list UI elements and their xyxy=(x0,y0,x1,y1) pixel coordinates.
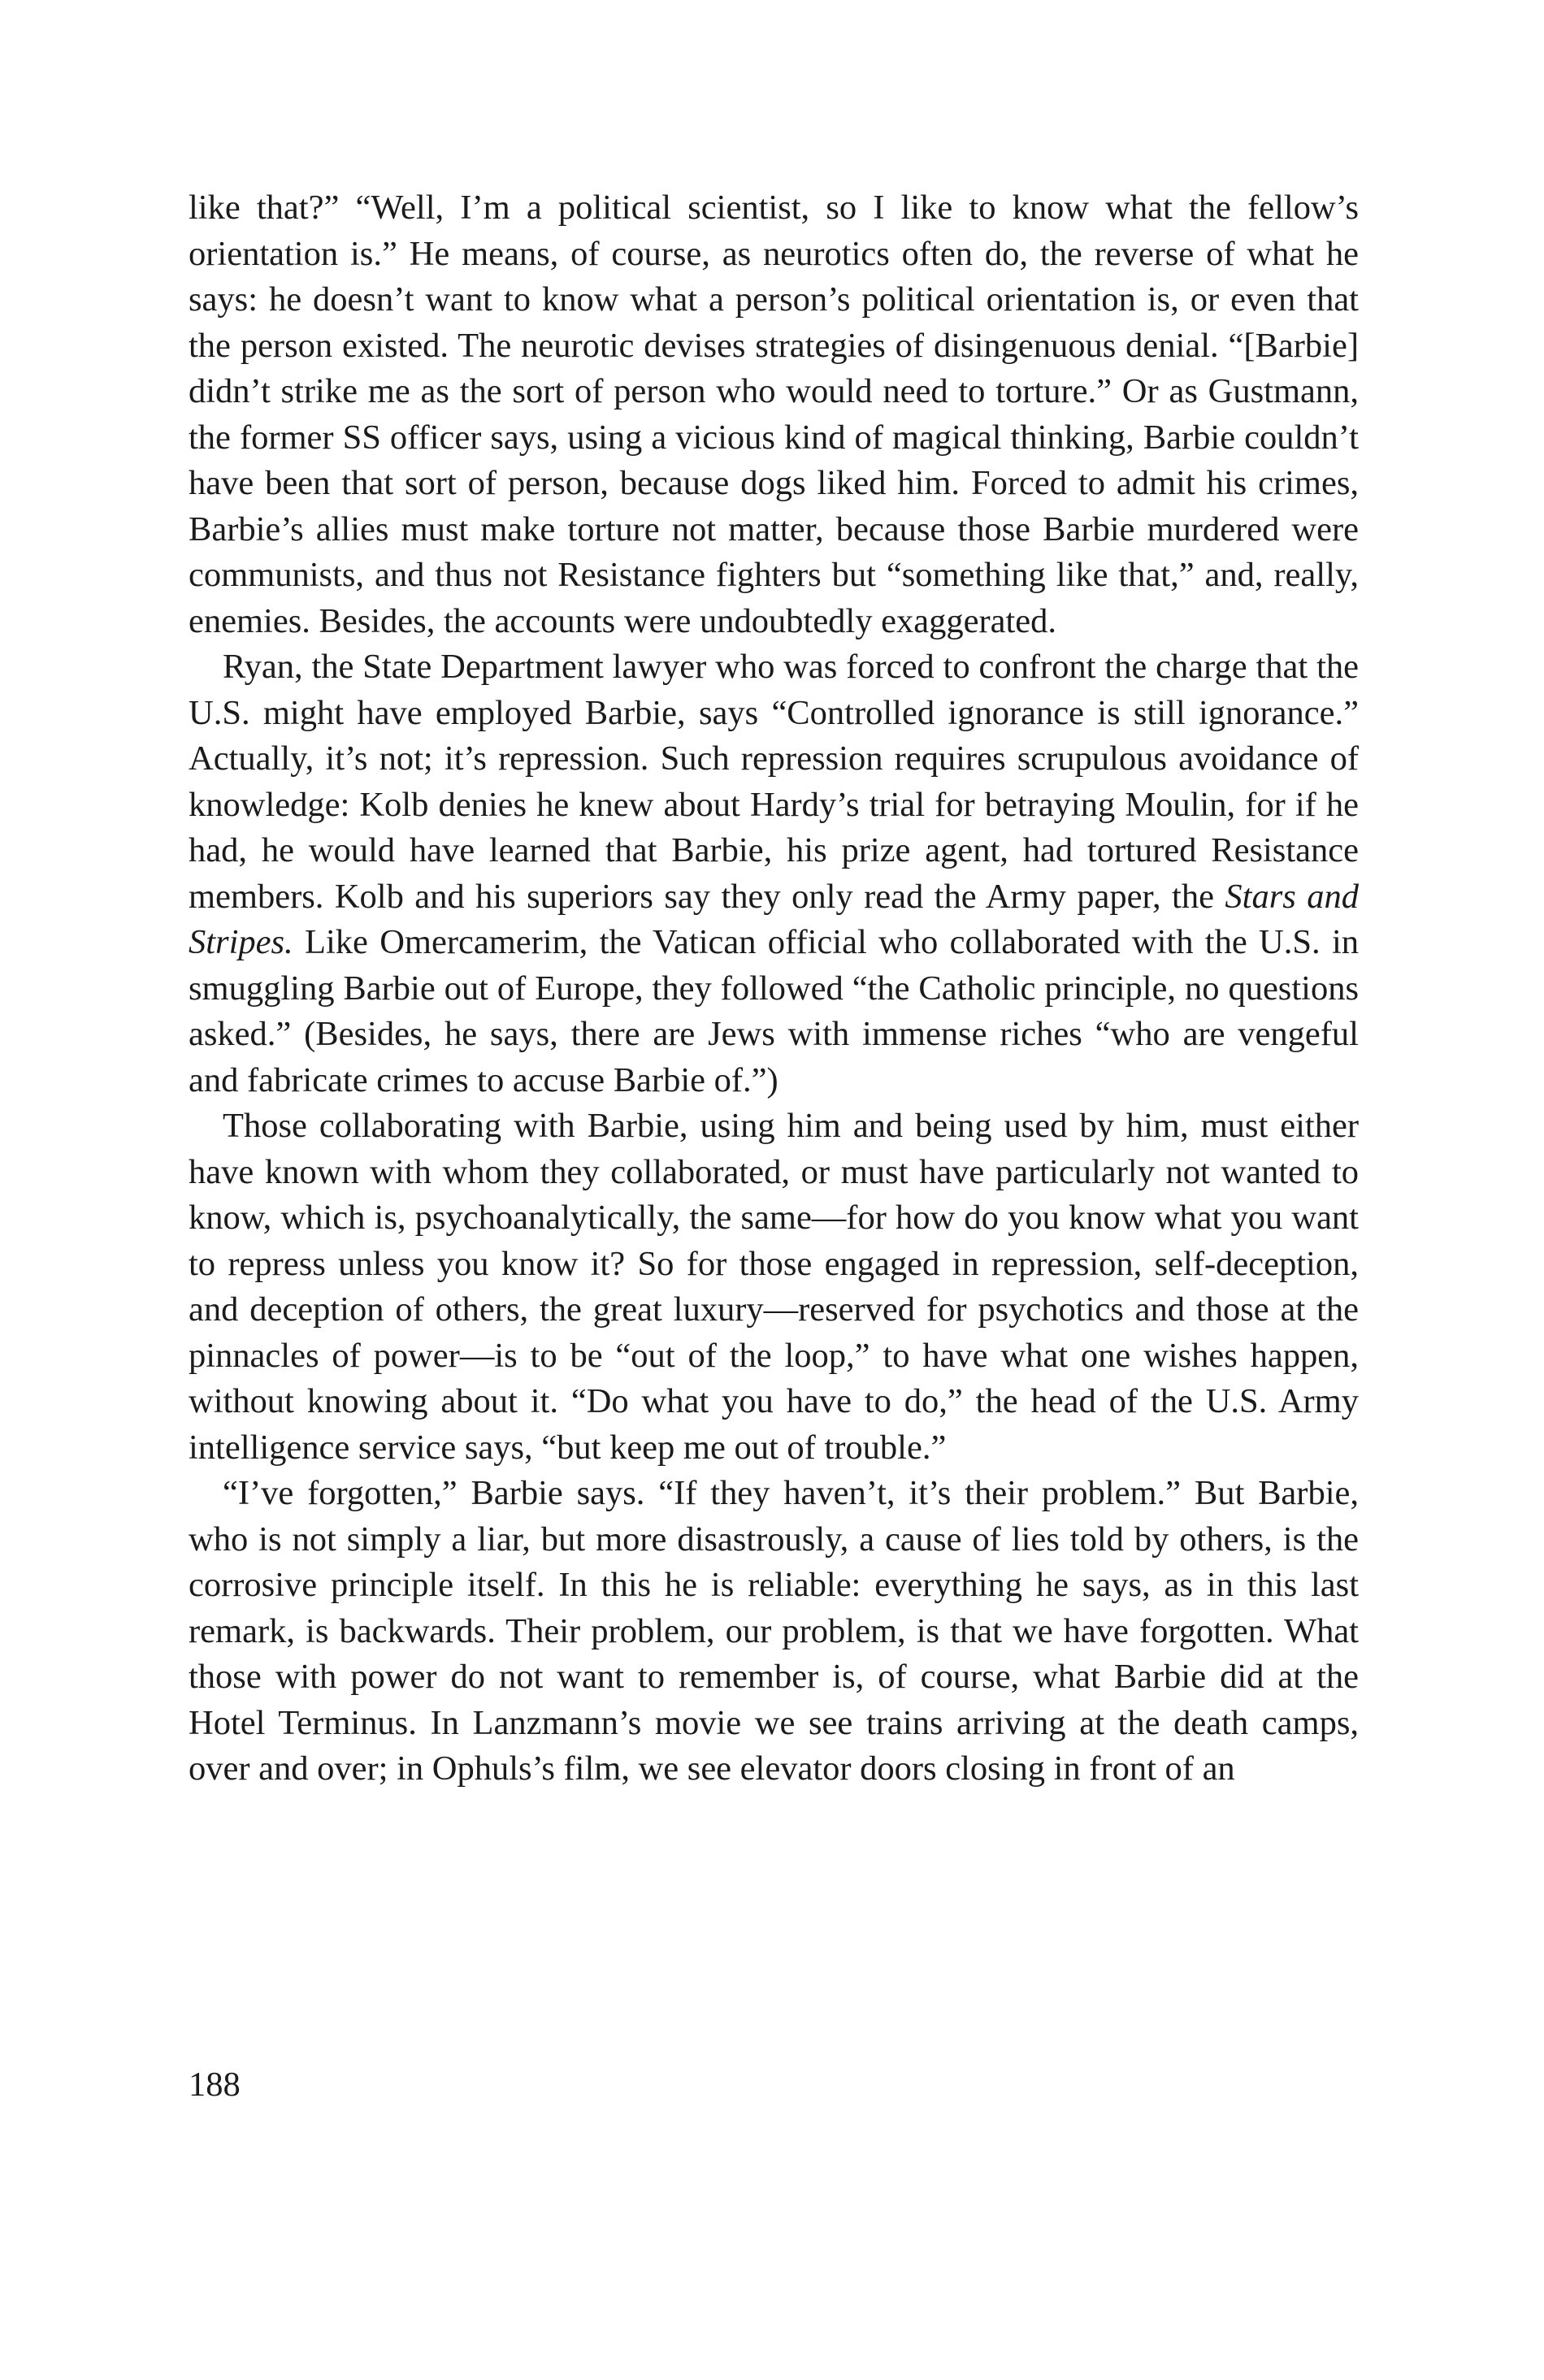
paragraph-4-text: “I’ve forgotten,” Barbie says. “If they haven’t, it’s their problem.” But Barbie, who is not simply a liar, but more disastrously, a cause of lies told by others, is the corrosive principle itself. In this he is reliable: everything he says, as in this last remark, is backwards. Their problem, our problem, is that we have forgotten. What those with power do not want to remember is, of course, what Barbie did at the Hotel Terminus. In Lanzmann’s movie we see trains arriving at the death camps, over and over; in Ophuls’s film, we see elevator doors closing in front of an xyxy=(189,1474,1359,1788)
paragraph-1 xyxy=(189,185,1359,644)
paragraph-2 xyxy=(189,644,1359,1103)
paragraph-2-text-a: Ryan, the State Department lawyer who was forced to confront the charge that the U.S. might have employed Barbie, says “Controlled ignorance is still ignorance.” Actually, it’s not; it’s repression. Such repression requires scrupulous avoidance of knowledge: Kolb denies he knew about Hardy’s trial for betraying Moulin, for if he had, he would have learned that Barbie, his prize agent, had tortured Resistance members. Kolb and his superiors say they only read the Army paper, the xyxy=(189,648,1359,916)
paragraph-1-text: like that?” “Well, I’m a political scientist, so I like to know what the fellow’s orientation is.” He means, of course, as neurotics often do, the reverse of what he says: he doesn’t want to know what a person’s political orientation is, or even that the person existed. The neurotic devises strategies of disingenuous denial. “[Barbie] didn’t strike me as the sort of person who would need to torture.” Or as Gustmann, the former SS officer says, using a vicious kind of magical thinking, Barbie couldn’t have been that sort of person, because dogs liked him. Forced to admit his crimes, Barbie’s allies must make torture not matter, because those Barbie murdered were communists, and thus not Resistance fighters but “something like that,” and, really, enemies. Besides, the accounts were undoubtedly exaggerated. xyxy=(189,189,1359,640)
paragraph-4 xyxy=(189,1471,1359,1793)
paragraph-2-text-b: Like Omercamerim, the Vatican official who collaborated with the U.S. in smuggling Barbie out of Europe, they followed “the Catholic principle, no questions asked.” (Besides, he says, there are Jews with immense riches “who are vengeful and fabricate crimes to accuse Barbie of.”) xyxy=(189,923,1359,1099)
paragraph-3 xyxy=(189,1103,1359,1471)
paragraph-3-text: Those collaborating with Barbie, using him and being used by him, must either have known with whom they collaborated, or must have particularly not wanted to know, which is, psychoanalytically, the same—for how do you know what you want to repress unless you know it? So for those engaged in repression, self-deception, and deception of others, the great luxury—reserved for psychotics and those at the pinnacles of power—is to be “out of the loop,” to have what one wishes happen, without knowing about it. “Do what you have to do,” the head of the U.S. Army intelligence service says, “but keep me out of trouble.” xyxy=(189,1107,1359,1467)
newspaper-title: Stars and Stripes. xyxy=(189,877,1359,961)
body-text xyxy=(189,185,1359,1793)
page-number: 188 xyxy=(189,2066,241,2104)
